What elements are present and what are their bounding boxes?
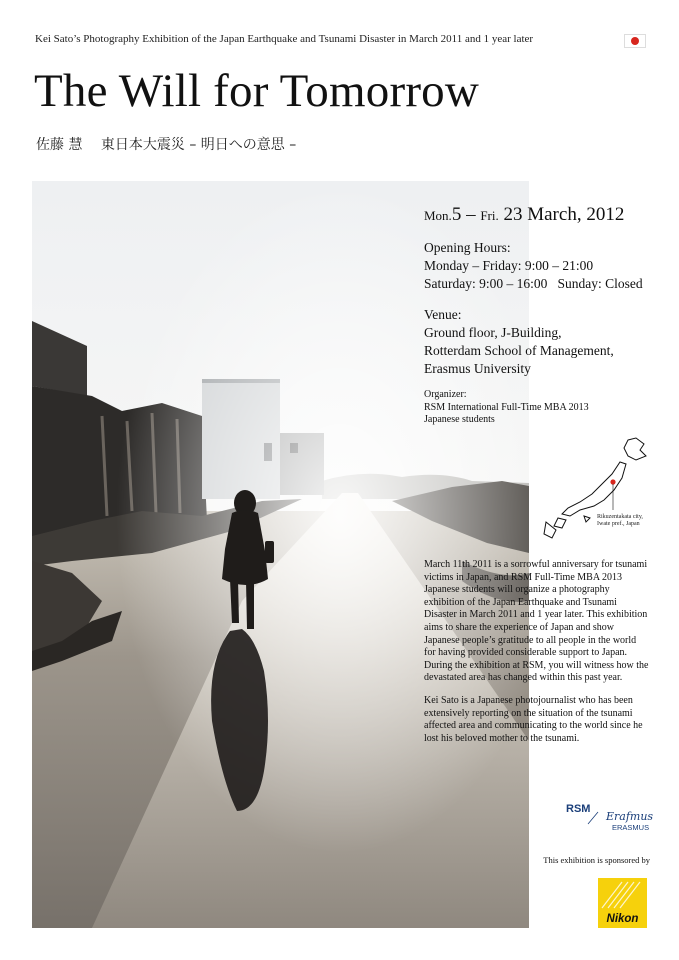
japanese-title: 佐藤 慧 東日本大震災 – 明日への意思 – xyxy=(36,137,297,153)
organizer-heading: Organizer: xyxy=(424,389,467,400)
start-day: 5 xyxy=(451,204,462,225)
rsm-erasmus-logo xyxy=(566,800,656,836)
exhibition-dates xyxy=(424,204,654,226)
description xyxy=(424,559,649,755)
hours-heading: Opening Hours: xyxy=(424,240,511,255)
sponsor-text: This exhibition is sponsored by xyxy=(543,855,650,865)
nikon-logo-text: Nikon xyxy=(606,913,639,925)
start-day-abbr: Mon. xyxy=(424,208,452,223)
japan-flag-icon xyxy=(624,34,646,48)
venue-line1: Ground floor, J-Building, xyxy=(424,325,562,340)
erasmus-logo-text: ERASMUS xyxy=(612,823,650,832)
page-title: The Will for Tomorrow xyxy=(34,65,480,117)
description-paragraph-2: Kei Sato is a Japanese photojournalist who has been extensively reporting on the situation of the tsunami affected area and communicating to the world since he lost his beloved mother to the tsunami. xyxy=(424,694,643,744)
end-day-abbr: Fri. xyxy=(480,208,499,223)
date-dash: – xyxy=(466,204,476,225)
map-location-label xyxy=(597,514,657,528)
map-label-line1: Rikuzentakata city, xyxy=(597,514,643,520)
hours-weekday: Monday – Friday: 9:00 – 21:00 xyxy=(424,258,594,273)
event-info xyxy=(424,200,654,427)
venue-line3: Erasmus University xyxy=(424,361,531,376)
erasmus-script-text: Erafmus xyxy=(606,810,654,823)
venue-heading: Venue: xyxy=(424,307,462,322)
description-paragraph-1: March 11th 2011 is a sorrowful anniversary for tsunami victims in Japan, and RSM Full-Time MBA 2013 Japanese students will organize a photography exhibition of the Japan Earthquake and Tsunami Disaster in March 2011 and 1 year later. This exhibition aims to share the experience of Japan and show Japanese people’s gratitude to all people in the world for having provided considerable support to Japan. During the exhibition at RSM, you will witness how the devastated area has changed within this past year. xyxy=(424,559,649,684)
venue xyxy=(424,306,654,378)
organizer xyxy=(424,389,654,427)
venue-line2: Rotterdam School of Management, xyxy=(424,343,614,358)
organizer-line1: RSM International Full-Time MBA 2013 xyxy=(424,401,589,413)
end-date: 23 March, 2012 xyxy=(503,204,625,225)
map-label-line2: Iwate pref., Japan xyxy=(597,521,640,527)
rsm-logo-text: RSM xyxy=(566,803,591,815)
hours-weekend: Saturday: 9:00 – 16:00 Sunday: Closed xyxy=(424,276,643,291)
opening-hours xyxy=(424,239,654,293)
header-subtitle: Kei Sato’s Photography Exhibition of the Japan Earthquake and Tsunami Disaster in March 2011 and 1 year later xyxy=(35,33,534,45)
nikon-logo xyxy=(598,878,647,928)
organizer-line2: Japanese students xyxy=(424,414,495,425)
